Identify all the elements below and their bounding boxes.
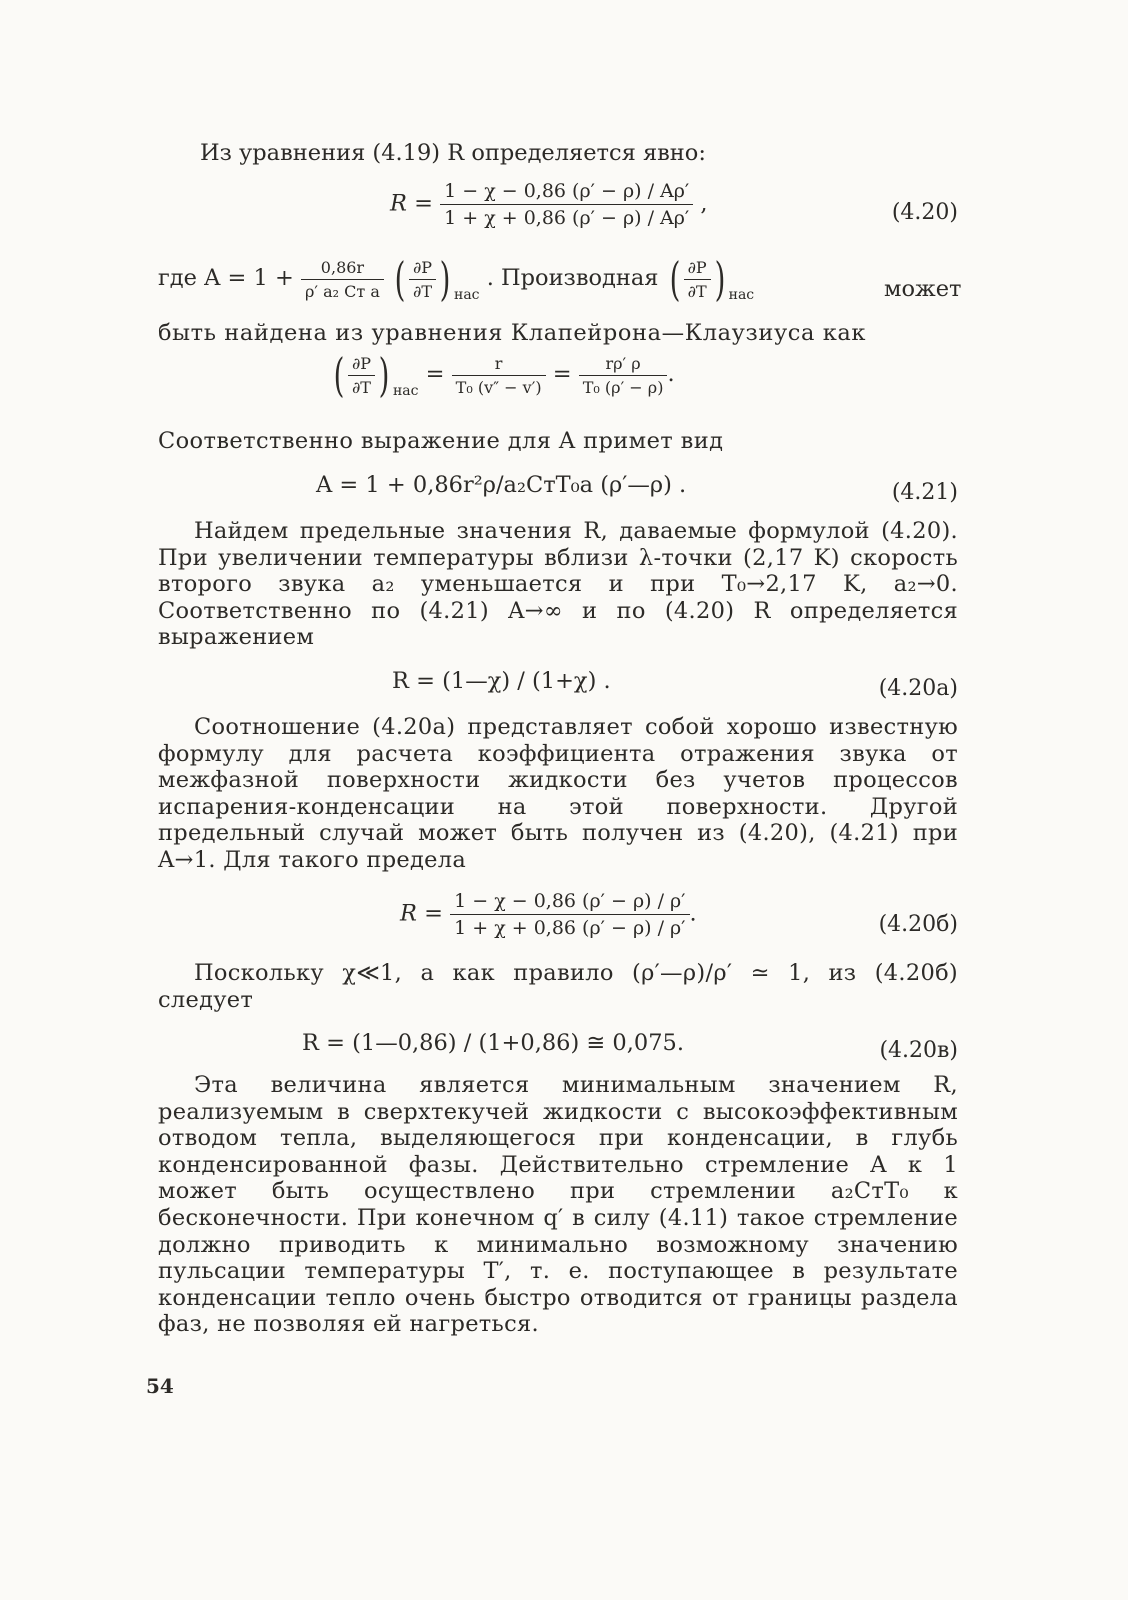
- subscript-nas: нас: [454, 287, 480, 303]
- fraction-numerator: rρ′ ρ: [579, 354, 668, 376]
- derivative-numerator: ∂P: [409, 258, 436, 280]
- fraction-numerator: 1 − χ − 0,86 (ρ′ − ρ) / ρ′: [450, 890, 689, 915]
- equation-punct: .: [689, 900, 697, 927]
- equation-4-20a: R = (1—χ) / (1+χ) .: [392, 668, 611, 694]
- fraction-denominator: 1 + χ + 0,86 (ρ′ − ρ) / ρ′: [454, 917, 686, 939]
- equation-punct: .: [667, 361, 675, 387]
- intro-text: Из уравнения (4.19) R определяется явно:: [200, 140, 706, 166]
- equation-number-4-20a: (4.20a): [878, 676, 958, 701]
- equation-number-4-20: (4.20): [891, 200, 958, 225]
- equation-4-20: [390, 180, 708, 229]
- fraction-denominator: 1 + χ + 0,86 (ρ′ − ρ) / Aρ′: [444, 207, 690, 229]
- paragraph-4: Соотношение (4.20a) представляет собой хорошо известную формулу для расчета коэффициента отражения звука от межфазной поверхности жидкости без учетов процессов испарения-конденсации на этой поверхности. Другой предельный случай может быть получен из (4.20), (4.21) при A→1. Для такого предела: [158, 714, 958, 873]
- equals-sign: =: [425, 361, 445, 387]
- derivative-numerator: ∂P: [348, 354, 375, 376]
- equation-lhs: R =: [400, 900, 443, 927]
- equation-lhs: R =: [390, 190, 433, 217]
- where-line-2: быть найдена из уравнения Клапейрона—Клаузиуса как: [158, 320, 867, 346]
- derivative-denominator: ∂T: [413, 281, 432, 301]
- fraction-numerator: 1 − χ − 0,86 (ρ′ − ρ) / Aρ′: [440, 180, 693, 205]
- page-number: 54: [146, 1374, 174, 1398]
- where-mid: . Производная: [486, 265, 659, 291]
- paragraph-6: Эта величина является минимальным значением R, реализуемым в сверхтекучей жидкости с высокоэффективным отводом тепла, выделяющегося при конденсации, в глубь конденсированной фазы. Действительно стремление A к 1 может быть осуществлено при стремлении a₂CтT₀ к бесконечности. При конечном q′ в силу (4.11) такое стремление должно приводить к минимально возможному значению пульсации температуры T′, т. е. поступающее в результате конденсации тепло очень быстро отводится от границы раздела фаз, не позволяя ей нагреться.: [158, 1072, 958, 1338]
- equation-number-4-20b: (4.20б): [878, 912, 958, 937]
- equation-punct: ,: [700, 190, 708, 217]
- fraction-numerator: r: [452, 354, 546, 376]
- paragraph-3: Найдем предельные значения R, даваемые формулой (4.20). При увеличении температуры вблизи λ-точки (2,17 K) скорость второго звука a₂ уменьшается и при T₀→2,17 K, a₂→0. Соответственно по (4.21) A→∞ и по (4.20) R определяется выражением: [158, 518, 958, 651]
- subscript-nas: нас: [728, 287, 755, 303]
- equals-sign: =: [552, 361, 572, 387]
- where-line: где A = 1 + $\frac{0,86r}{\text{ρ′ a₂ Cт a}}$ ( $\frac{\partial P}{\partial T}$ ) $_{нас}$ . Производная ( $\frac{\partial P}{\partial T}$ ) $_{нас}$: [158, 252, 755, 306]
- fraction-denominator: T₀ (v″ − v′): [455, 377, 542, 397]
- derivative-denominator: ∂T: [352, 377, 371, 397]
- equation-number-4-20v: (4.20в): [879, 1038, 958, 1063]
- subscript-nas: нас: [392, 383, 419, 399]
- paragraph-5: Поскольку χ≪1, а как правило (ρ′—ρ)/ρ′ ≃ 1, из (4.20б) следует: [158, 960, 958, 1013]
- equation-4-21: A = 1 + 0,86r²ρ/a₂CтT₀a (ρ′—ρ) .: [316, 472, 687, 498]
- fraction-numerator: 0,86r: [301, 258, 384, 280]
- derivative-numerator: ∂P: [684, 258, 711, 280]
- equation-4-20v: R = (1—0,86) / (1+0,86) ≅ 0,075.: [302, 1030, 684, 1056]
- equation-4-20b: [400, 890, 697, 939]
- equation-number-4-21: (4.21): [891, 480, 958, 505]
- where-lead: где A = 1 +: [158, 265, 294, 291]
- paragraph-2: Соответственно выражение для A примет вид: [158, 428, 724, 454]
- where-tail: может: [884, 276, 962, 302]
- derivative-denominator: ∂T: [687, 281, 707, 301]
- equation-clapeyron: ( $\frac{\partial P}{\partial T}$ ) $_{нас}$ = $\frac{r}{\text{T₀ (v″ − v′)}}$ = $\frac{r\rho' \rho}{\text{T₀ (ρ′ − ρ)}}$ .: [333, 348, 675, 402]
- fraction-denominator: ρ′ a₂ Cт a: [305, 281, 380, 301]
- fraction-denominator: T₀ (ρ′ − ρ): [582, 377, 664, 397]
